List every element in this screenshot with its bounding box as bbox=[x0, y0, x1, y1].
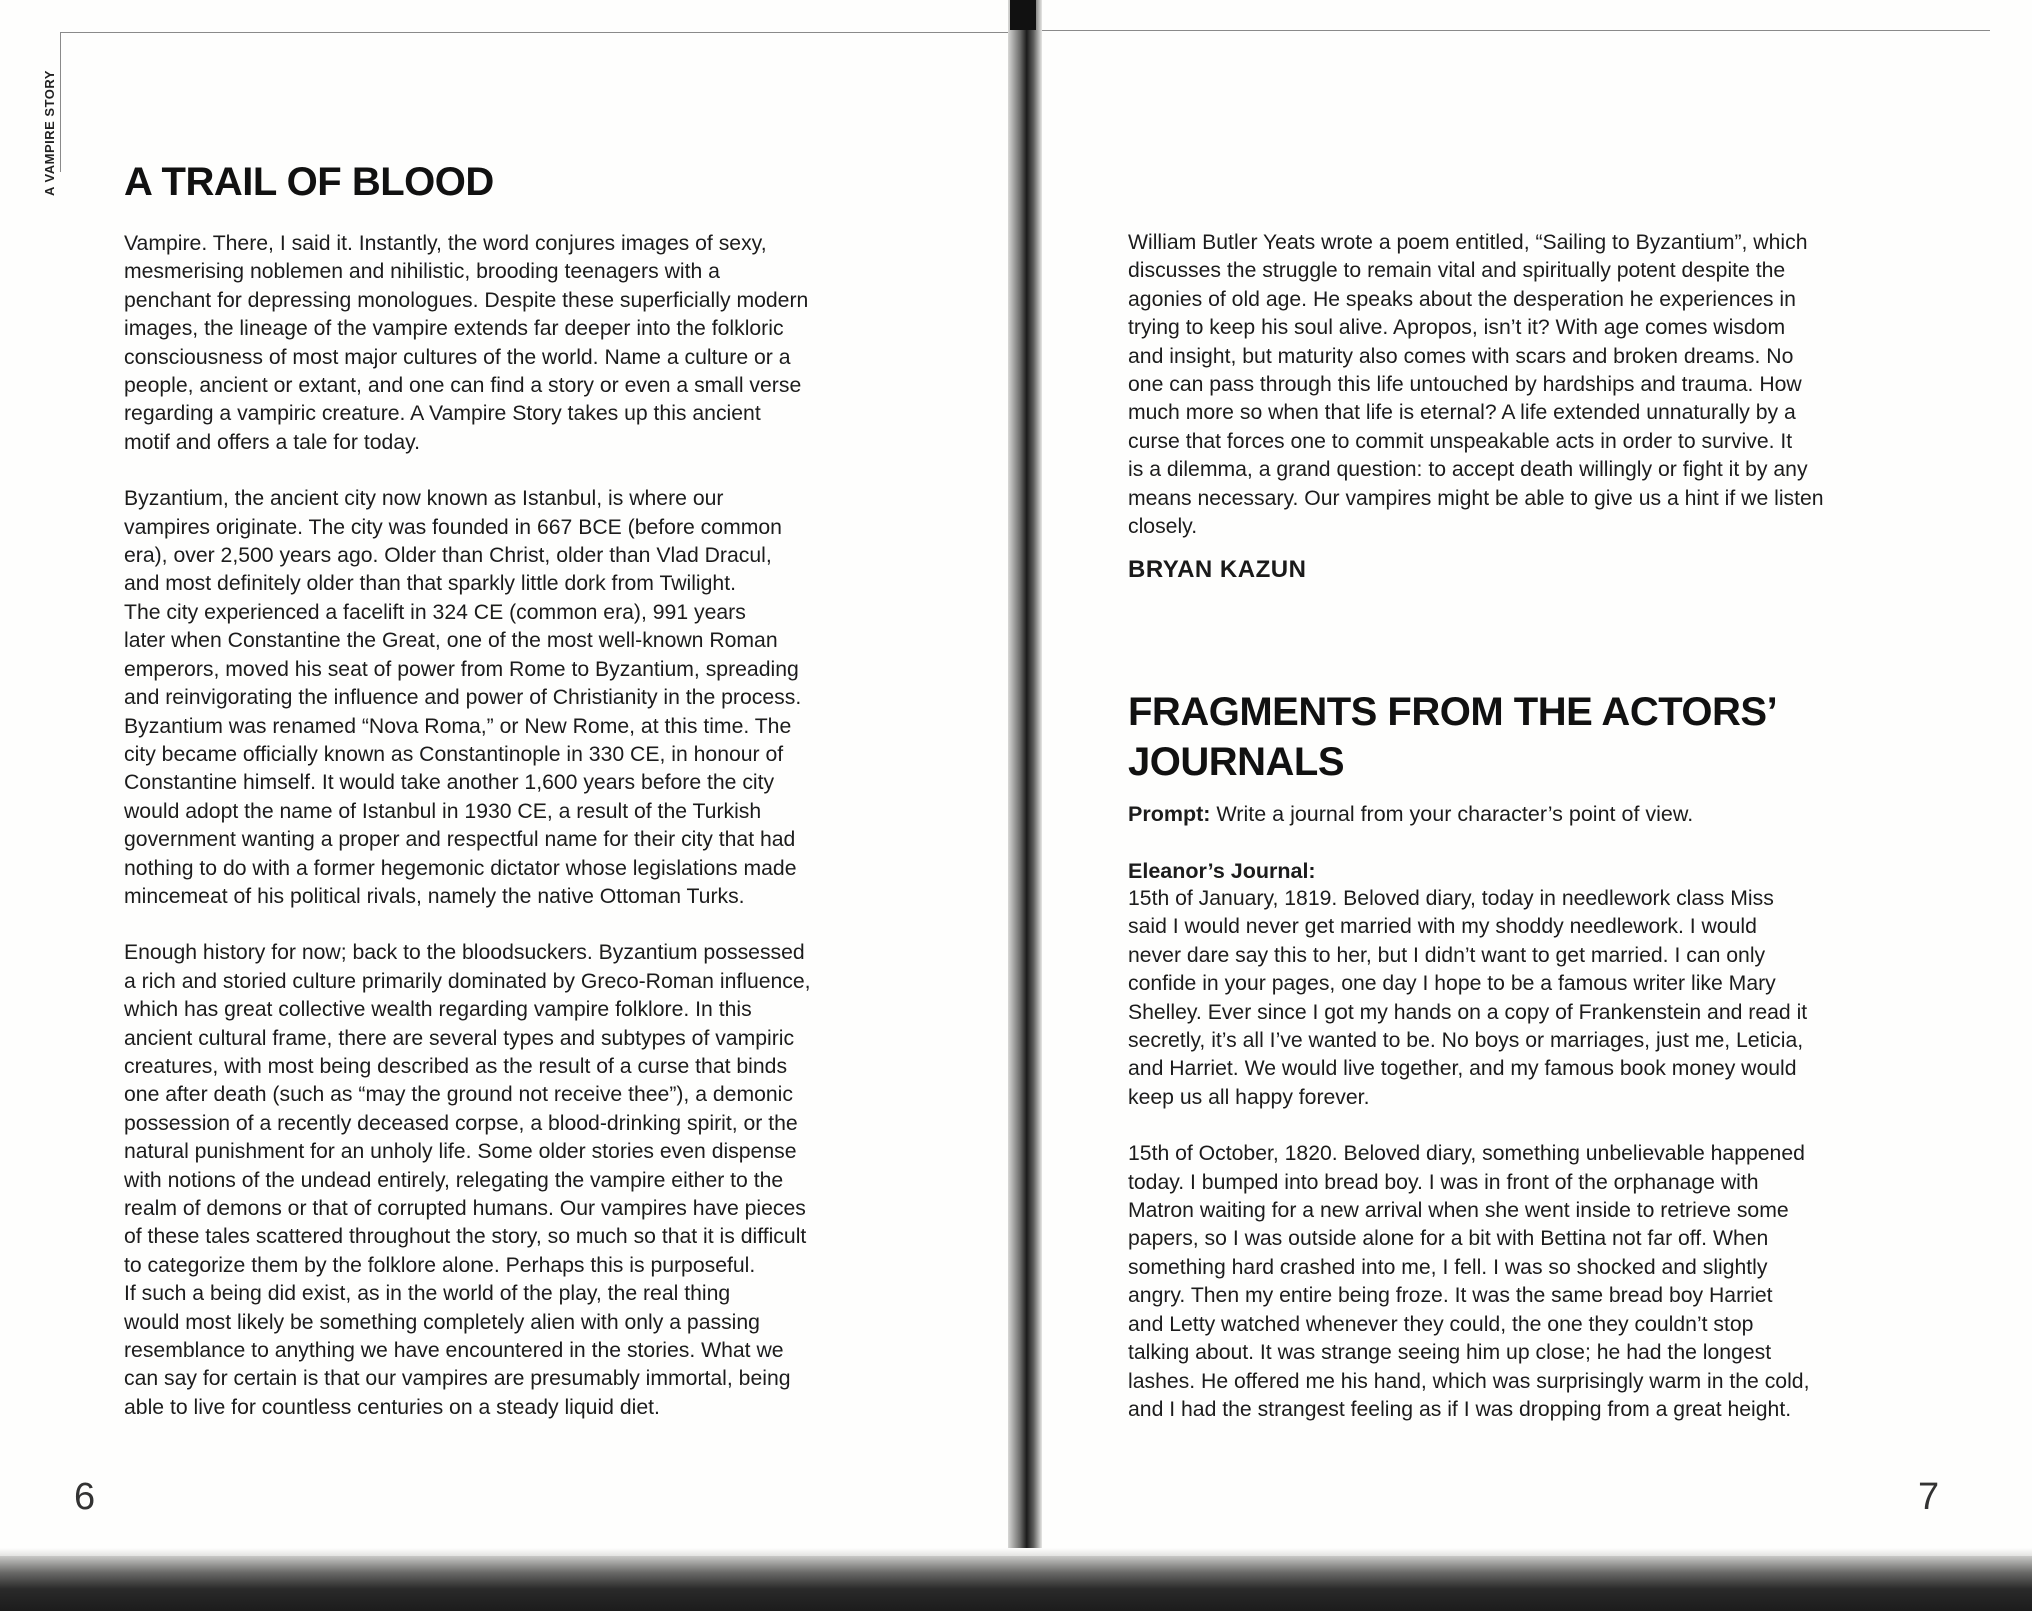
text-line: natural punishment for an unholy life. Some older stories even dispense bbox=[124, 1140, 797, 1164]
text-line: The city experienced a facelift in 324 CE (common era), 991 years bbox=[124, 600, 746, 624]
text-line: and Harriet. We would live together, and my famous book money would bbox=[1128, 1057, 1797, 1081]
text-line: people, ancient or extant, and one can find a story or even a small verse bbox=[124, 374, 802, 398]
text-line: Constantine himself. It would take another 1,600 years before the city bbox=[124, 771, 775, 795]
text-line: realm of demons or that of corrupted humans. Our vampires have pieces bbox=[124, 1197, 806, 1220]
text-line: never dare say this to her, but I didn’t want to get married. I can only bbox=[1128, 943, 1766, 967]
text-line: able to live for countless centuries on a steady liquid diet. bbox=[124, 1395, 660, 1419]
journal bbox=[1128, 857, 1908, 1424]
text-line: Byzantium, the ancient city now known as Istanbul, is where our bbox=[124, 487, 724, 511]
text-line: images, the lineage of the vampire extends far deeper into the folkloric bbox=[124, 317, 784, 341]
text-line: and I had the strangest feeling as if I was dropping from a great height. bbox=[1128, 1397, 1792, 1421]
prompt bbox=[1128, 800, 1908, 828]
text-line: era), over 2,500 years ago. Older than Christ, older than Vlad Dracul, bbox=[124, 544, 772, 568]
text-line: angry. Then my entire being froze. It was the same bread boy Harriet bbox=[1128, 1284, 1773, 1308]
journal-entry-2 bbox=[1128, 1140, 1908, 1424]
top-rule-left bbox=[60, 32, 1010, 33]
text-line: one after death (such as “may the ground not receive thee”), a demonic bbox=[124, 1083, 793, 1107]
text-line: Vampire. There, I said it. Instantly, the word conjures images of sexy, bbox=[124, 232, 767, 255]
text-line: can say for certain is that our vampires are presumably immortal, being bbox=[124, 1367, 791, 1391]
text-line: government wanting a proper and respectful name for their city that had bbox=[124, 828, 796, 852]
prompt-label: Prompt: bbox=[1128, 802, 1211, 826]
text-line: agonies of old age. He speaks about the desperation he experiences in bbox=[1128, 287, 1796, 311]
text-line: confide in your pages, one day I hope to be a famous writer like Mary bbox=[1128, 972, 1776, 996]
running-head-text: A VAMPIRE STORY bbox=[42, 70, 57, 196]
text-line: something hard crashed into me, I fell. I was so shocked and slightly bbox=[1128, 1255, 1768, 1279]
text-line: possession of a recently deceased corpse, a blood-drinking spirit, or the bbox=[124, 1111, 798, 1135]
text-line: talking about. It was strange seeing him up close; he had the longest bbox=[1128, 1341, 1772, 1365]
gutter-shadow bbox=[1010, 0, 1036, 30]
bottom-edge-shadow bbox=[0, 1556, 2032, 1611]
left-page-title: A TRAIL OF BLOOD bbox=[124, 160, 494, 204]
text-line: Byzantium was renamed “Nova Roma,” or New Rome, at this time. The bbox=[124, 714, 792, 738]
page-number-left: 6 bbox=[74, 1476, 96, 1518]
text-line: and insight, but maturity also comes with scars and broken dreams. No bbox=[1128, 344, 1794, 368]
text-line: much more so when that life is eternal? A life extended unnaturally by a bbox=[1128, 401, 1796, 425]
section-title-line-2: JOURNALS bbox=[1128, 740, 1345, 784]
text-line: Matron waiting for a new arrival when she went inside to retrieve some bbox=[1128, 1199, 1789, 1223]
text-line: resemblance to anything we have encountered in the stories. What we bbox=[124, 1339, 784, 1363]
text-line: discusses the struggle to remain vital and spiritually potent despite the bbox=[1128, 259, 1786, 283]
text-line: one can pass through this life untouched by hardships and trauma. How bbox=[1128, 373, 1802, 397]
text-line: to categorize them by the folklore alone. Perhaps this is purposeful. bbox=[124, 1253, 756, 1277]
journal-heading: Eleanor’s Journal: bbox=[1128, 859, 1316, 883]
text-line: William Butler Yeats wrote a poem entitled, “Sailing to Byzantium”, which bbox=[1128, 231, 1808, 254]
text-line: Shelley. Ever since I got my hands on a copy of Frankenstein and read it bbox=[1128, 1000, 1808, 1024]
text-line: ancient cultural frame, there are several types and subtypes of vampiric bbox=[124, 1026, 795, 1050]
text-line: mesmerising noblemen and nihilistic, brooding teenagers with a bbox=[124, 260, 720, 284]
text-line: emperors, moved his seat of power from Rome to Byzantium, spreading bbox=[124, 657, 799, 681]
section-title-line-1: FRAGMENTS FROM THE ACTORS’ bbox=[1128, 690, 1778, 734]
text-line: papers, so I was outside alone for a bit with Bettina not far off. When bbox=[1128, 1227, 1769, 1251]
text-line: vampires originate. The city was founded in 667 BCE (before common bbox=[124, 515, 782, 539]
text-line: 15th of January, 1819. Beloved diary, today in needlework class Miss bbox=[1128, 887, 1774, 910]
text-line: regarding a vampiric creature. A Vampire Story takes up this ancient bbox=[124, 402, 761, 426]
text-line: of these tales scattered throughout the story, so much so that it is difficult bbox=[124, 1225, 807, 1249]
running-head bbox=[40, 46, 62, 196]
text-line: keep us all happy forever. bbox=[1128, 1085, 1370, 1109]
text-line: is a dilemma, a grand question: to accept death willingly or fight it by any bbox=[1128, 458, 1808, 482]
text-line: and Letty watched whenever they could, the one they couldn’t stop bbox=[1128, 1312, 1754, 1336]
text-line: which has great collective wealth regarding vampire folklore. In this bbox=[124, 998, 752, 1022]
text-line: trying to keep his soul alive. Apropos, isn’t it? With age comes wisdom bbox=[1128, 316, 1786, 340]
text-line: mincemeat of his political rivals, namely the native Ottoman Turks. bbox=[124, 884, 745, 908]
author-byline: BRYAN KAZUN bbox=[1128, 556, 1307, 583]
top-rule-right bbox=[1030, 30, 1990, 31]
text-line: lashes. He offered me his hand, which was surprisingly warm in the cold, bbox=[1128, 1369, 1810, 1393]
text-line: If such a being did exist, as in the world of the play, the real thing bbox=[124, 1282, 731, 1306]
text-line: creatures, with most being described as the result of a curse that binds bbox=[124, 1054, 788, 1078]
journal-entry-1 bbox=[1128, 885, 1908, 1112]
text-line: and reinvigorating the influence and power of Christianity in the process. bbox=[124, 686, 802, 710]
text-line: today. I bumped into bread boy. I was in front of the orphanage with bbox=[1128, 1170, 1759, 1194]
text-line: 15th of October, 1820. Beloved diary, something unbelievable happened bbox=[1128, 1142, 1805, 1166]
text-line: would most likely be something completely alien with only a passing bbox=[124, 1310, 760, 1334]
left-paragraph-2 bbox=[124, 485, 904, 911]
text-line: nothing to do with a former hegemonic dictator whose legislations made bbox=[124, 856, 797, 880]
text-line: would adopt the name of Istanbul in 1930 CE, a result of the Turkish bbox=[124, 799, 762, 823]
text-line: a rich and storied culture primarily dominated by Greco-Roman influence, bbox=[124, 969, 811, 993]
left-page-body bbox=[124, 230, 904, 1422]
left-paragraph-3 bbox=[124, 939, 904, 1422]
section-title bbox=[1128, 687, 1848, 787]
text-line: city became officially known as Constantinople in 330 CE, in honour of bbox=[124, 742, 784, 766]
prompt-text: Write a journal from your character’s point of view. bbox=[1210, 802, 1694, 826]
text-line: with notions of the undead entirely, relegating the vampire either to the bbox=[124, 1168, 784, 1192]
text-line: and most definitely older than that sparkly little dork from Twilight. bbox=[124, 572, 736, 596]
text-line: curse that forces one to commit unspeakable acts in order to survive. It bbox=[1128, 429, 1793, 453]
text-line: penchant for depressing monologues. Despite these superficially modern bbox=[124, 288, 809, 312]
page-number-right: 7 bbox=[1918, 1476, 1940, 1518]
left-paragraph-1 bbox=[124, 230, 904, 457]
text-line: consciousness of most major cultures of the world. Name a culture or a bbox=[124, 345, 791, 369]
book-gutter bbox=[1008, 0, 1042, 1560]
text-line: means necessary. Our vampires might be able to give us a hint if we listen bbox=[1128, 486, 1824, 510]
right-paragraph-intro bbox=[1128, 229, 1908, 541]
text-line: motif and offers a tale for today. bbox=[124, 430, 421, 454]
right-page-intro bbox=[1128, 229, 1908, 541]
text-line: later when Constantine the Great, one of the most well-known Roman bbox=[124, 629, 778, 653]
text-line: Enough history for now; back to the bloodsuckers. Byzantium possessed bbox=[124, 941, 805, 965]
text-line: closely. bbox=[1128, 515, 1198, 539]
text-line: secretly, it’s all I’ve wanted to be. No boys or marriages, just me, Leticia, bbox=[1128, 1029, 1804, 1053]
text-line: said I would never get married with my shoddy needlework. I would bbox=[1128, 915, 1757, 939]
